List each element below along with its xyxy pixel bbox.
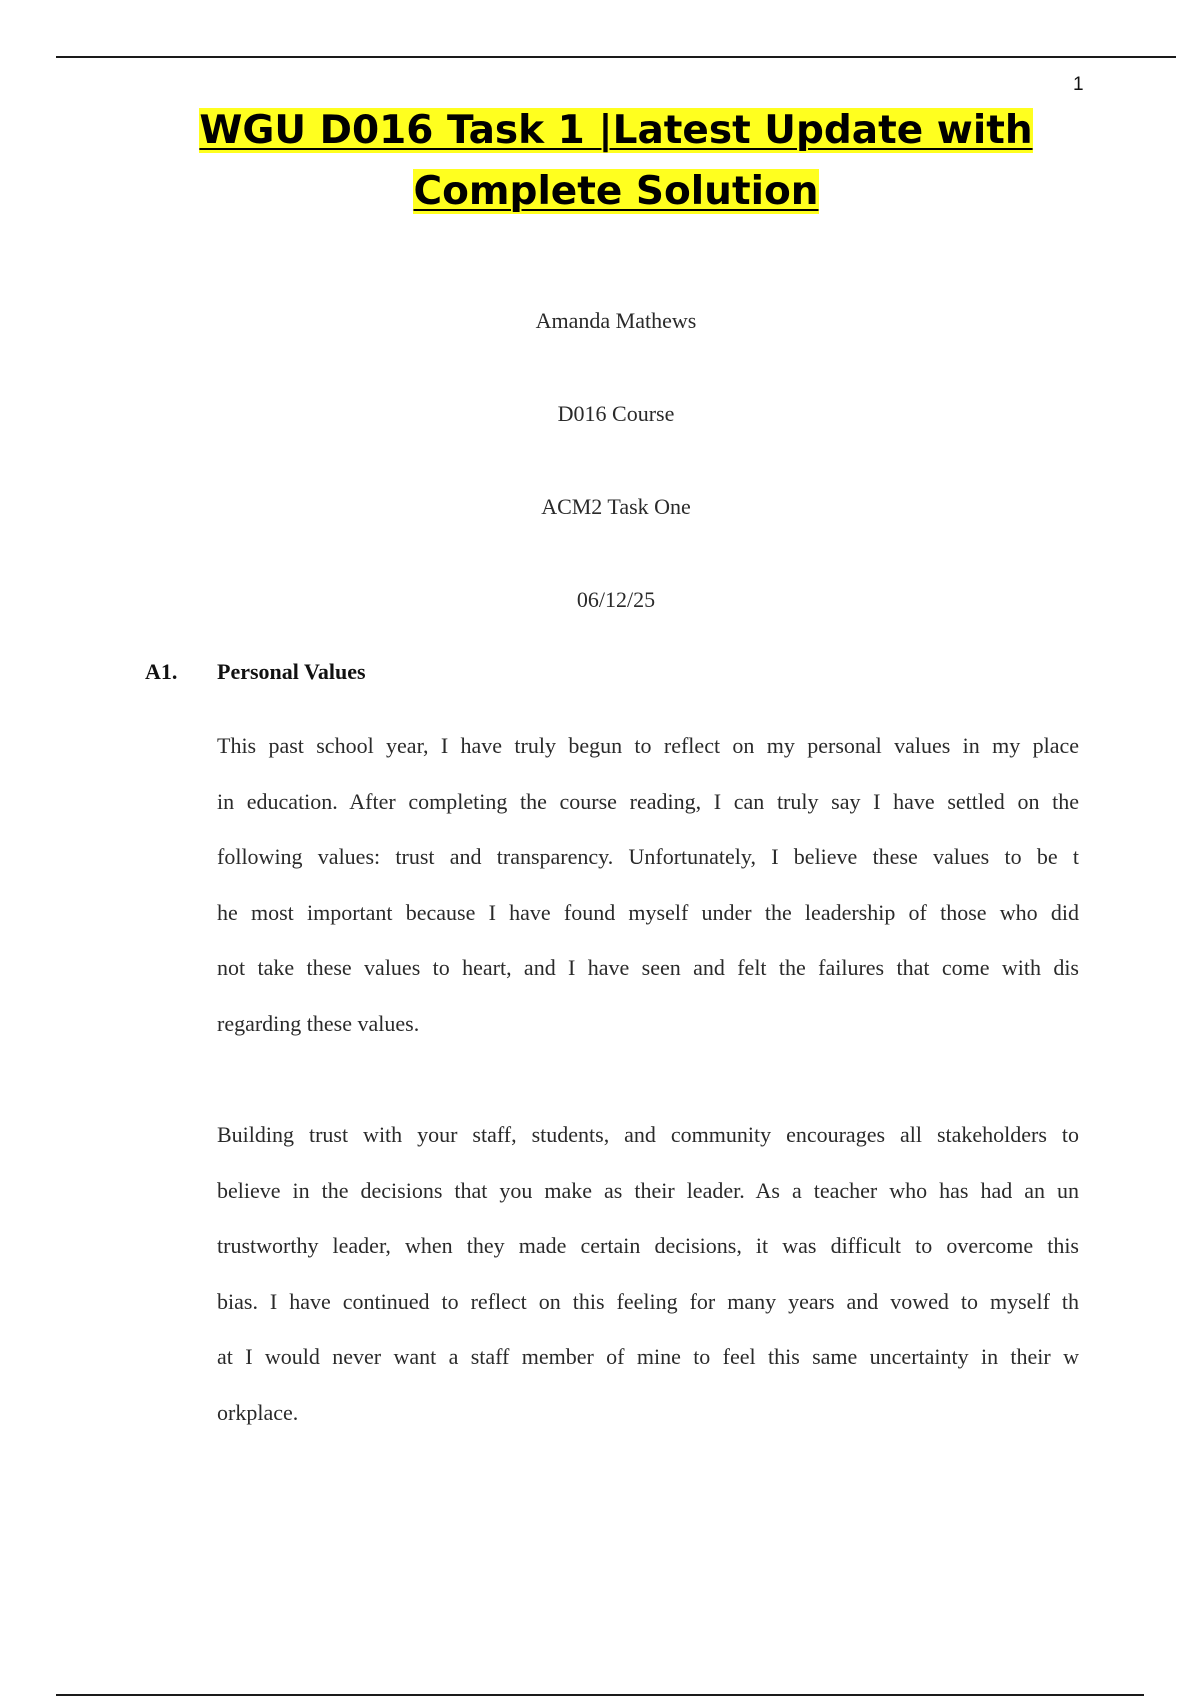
title-line-1: WGU D016 Task 1 |Latest Update with bbox=[199, 108, 1033, 153]
bottom-rule bbox=[56, 1694, 1144, 1696]
section-number: A1. bbox=[145, 659, 178, 684]
paragraph-line: trustworthy leader, when they made certain decisions, it was difficult to overcome this bbox=[217, 1233, 1079, 1258]
paragraph-line: regarding these values. bbox=[217, 1010, 420, 1036]
paragraph-line: at I would never want a staff member of mine to feel this same uncertainty in their w bbox=[217, 1344, 1079, 1369]
paragraph-line: This past school year, I have truly begun to reflect on my personal values in my place bbox=[217, 733, 1079, 758]
paragraph-line: in education. After completing the course reading, I can truly say I have settled on the bbox=[217, 788, 1079, 814]
task-name: ACM2 Task One bbox=[541, 494, 691, 519]
paragraph-line: believe in the decisions that you make as their leader. As a teacher who has had an un bbox=[217, 1177, 1079, 1203]
paragraph-line: he most important because I have found myself under the leadership of those who did bbox=[217, 899, 1079, 925]
paragraph-personal-values bbox=[217, 732, 1079, 1065]
document-date: 06/12/25 bbox=[576, 587, 656, 612]
section-heading: Personal Values bbox=[217, 659, 366, 684]
top-rule bbox=[56, 56, 1176, 58]
course-name: D016 Course bbox=[557, 401, 675, 426]
page-number: 1 bbox=[1073, 74, 1084, 95]
paragraph-line: Building trust with your staff, students, and community encourages all stakeholders to bbox=[217, 1122, 1079, 1147]
author-name: Amanda Mathews bbox=[535, 308, 697, 333]
paragraph-line: not take these values to heart, and I have seen and felt the failures that come with dis bbox=[217, 955, 1079, 980]
paragraph-line: following values: trust and transparency. Unfortunately, I believe these values to be t bbox=[217, 844, 1079, 869]
paragraph-building-trust bbox=[217, 1121, 1079, 1454]
document-title bbox=[150, 100, 1082, 222]
paragraph-line: bias. I have continued to reflect on this feeling for many years and vowed to myself th bbox=[217, 1288, 1079, 1314]
title-line-2: Complete Solution bbox=[413, 169, 819, 214]
paragraph-line: orkplace. bbox=[217, 1399, 299, 1425]
